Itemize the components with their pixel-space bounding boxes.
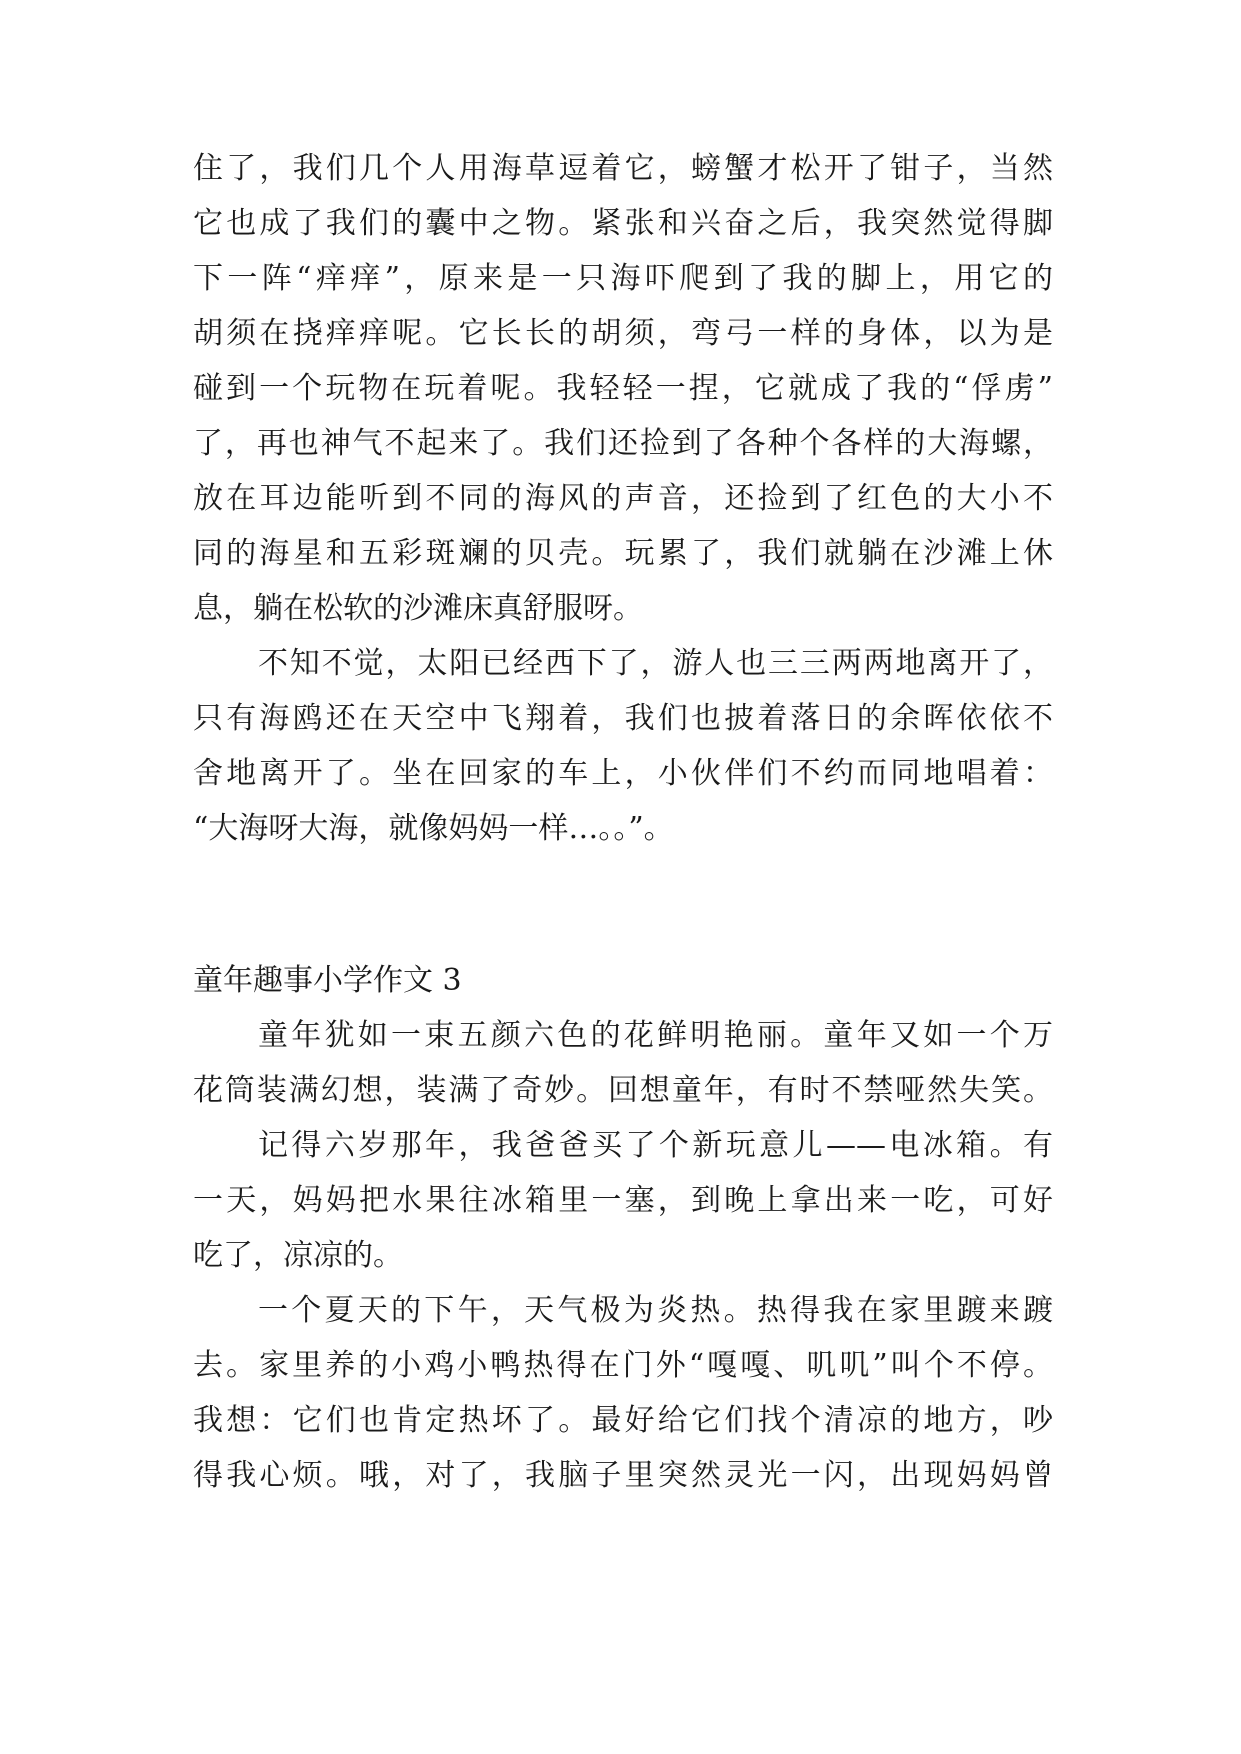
paragraph-line: 去。家里养的小鸡小鸭热得在门外“嘎嘎、叽叽”叫个不停。 — [193, 1348, 1053, 1383]
paragraph-line: 一天，妈妈把水果往冰箱里一塞，到晚上拿出来一吃，可好 — [193, 1183, 1053, 1218]
section-title: 童年趣事小学作文 3 — [193, 963, 462, 998]
paragraph-line: 息，躺在松软的沙滩床真舒服呀。 — [193, 591, 643, 626]
paragraph-line: 花筒装满幻想，装满了奇妙。回想童年，有时不禁哑然失笑。 — [193, 1073, 1053, 1108]
paragraph-line: 了，再也神气不起来了。我们还捡到了各种个各样的大海螺， — [193, 426, 1053, 461]
paragraph-line: 胡须在挠痒痒呢。它长长的胡须，弯弓一样的身体，以为是 — [193, 316, 1053, 351]
paragraph-line: 放在耳边能听到不同的海风的声音，还捡到了红色的大小不 — [193, 481, 1053, 516]
paragraph-line: 童年犹如一束五颜六色的花鲜明艳丽。童年又如一个万 — [258, 1018, 1053, 1053]
paragraph-line: 舍地离开了。坐在回家的车上，小伙伴们不约而同地唱着： — [193, 756, 1053, 791]
paragraph-line: 只有海鸥还在天空中飞翔着，我们也披着落日的余晖依依不 — [193, 701, 1053, 736]
paragraph-line: 它也成了我们的囊中之物。紧张和兴奋之后，我突然觉得脚 — [193, 206, 1053, 241]
paragraph-line: 住了，我们几个人用海草逗着它，螃蟹才松开了钳子，当然 — [193, 151, 1053, 186]
paragraph-line: 吃了，凉凉的。 — [193, 1238, 403, 1273]
paragraph-line: 下一阵“痒痒”，原来是一只海吓爬到了我的脚上，用它的 — [193, 261, 1053, 296]
paragraph-line: 一个夏天的下午，天气极为炎热。热得我在家里踱来踱 — [258, 1293, 1053, 1328]
paragraph-line: “大海呀大海，就像妈妈一样…。。”。 — [193, 811, 674, 846]
paragraph-line: 我想：它们也肯定热坏了。最好给它们找个清凉的地方，吵 — [193, 1403, 1053, 1438]
paragraph-line: 碰到一个玩物在玩着呢。我轻轻一捏，它就成了我的“俘虏” — [193, 371, 1053, 406]
paragraph-line: 得我心烦。哦，对了，我脑子里突然灵光一闪，出现妈妈曾 — [193, 1458, 1053, 1493]
paragraph-line: 记得六岁那年，我爸爸买了个新玩意儿——电冰箱。有 — [258, 1128, 1053, 1163]
paragraph-line: 不知不觉，太阳已经西下了，游人也三三两两地离开了， — [258, 646, 1053, 681]
paragraph-line: 同的海星和五彩斑斓的贝壳。玩累了，我们就躺在沙滩上休 — [193, 536, 1053, 571]
